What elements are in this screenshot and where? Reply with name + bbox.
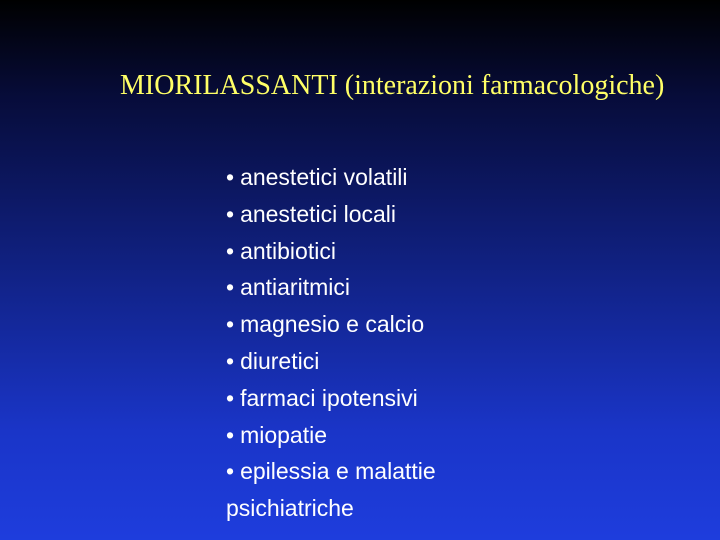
bullet-icon: • — [226, 311, 235, 338]
bullet-continuation-text: psichiatriche — [226, 495, 354, 522]
bullet-text: anestetici locali — [240, 200, 397, 227]
slide-title: MIORILASSANTI (interazioni farmacologiche) — [120, 70, 665, 101]
bullet-text: diuretici — [240, 347, 320, 374]
bullet-text: farmaci ipotensivi — [240, 384, 418, 411]
bullet-text: magnesio e calcio — [240, 311, 425, 338]
bullet-icon: • — [226, 384, 235, 411]
bullet-item — [226, 453, 436, 490]
bullet-icon: • — [226, 237, 235, 264]
bullet-icon: • — [226, 164, 235, 190]
bullet-item — [226, 159, 436, 196]
bullet-item — [226, 196, 436, 233]
bullet-text: anestetici volatili — [240, 164, 408, 190]
bullet-item — [226, 417, 436, 454]
bullet-item — [226, 343, 436, 380]
bullet-item — [226, 269, 436, 306]
bullet-icon: • — [226, 274, 235, 301]
bullet-item — [226, 306, 436, 343]
bullet-text: antiaritmici — [240, 274, 350, 301]
bullet-text: miopatie — [240, 421, 327, 448]
bullet-item — [226, 233, 436, 270]
bullet-text: antibiotici — [240, 237, 336, 264]
bullet-continuation — [226, 490, 436, 527]
bullet-list — [226, 159, 436, 527]
bullet-text: epilessia e malattie — [240, 458, 436, 485]
bullet-icon: • — [226, 200, 235, 227]
bullet-icon: • — [226, 421, 235, 448]
bullet-icon: • — [226, 458, 235, 485]
bullet-item — [226, 380, 436, 417]
bullet-icon: • — [226, 347, 235, 374]
